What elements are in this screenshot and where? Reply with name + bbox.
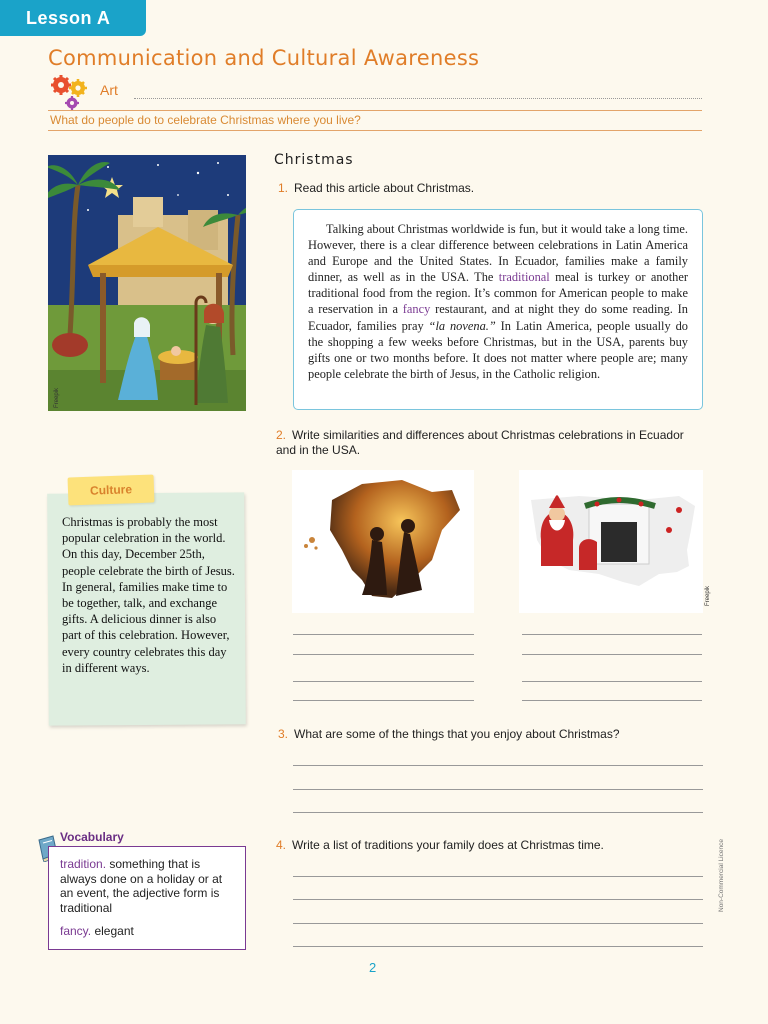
step-4-text: Write a list of traditions your family does at Christmas time. — [292, 838, 604, 852]
answer-line[interactable] — [522, 634, 702, 635]
vocab-word-traditional: traditional — [498, 270, 550, 285]
vocab-word-fancy: fancy — [402, 302, 431, 317]
vocabulary-term: fancy. — [60, 924, 92, 939]
answer-line[interactable] — [522, 654, 702, 655]
answer-line[interactable] — [293, 876, 703, 877]
gears-icon — [48, 74, 98, 112]
answer-line[interactable] — [293, 765, 703, 766]
answer-line[interactable] — [293, 634, 474, 635]
novena-term: “la novena.” — [428, 318, 496, 333]
ecuador-map-image — [292, 470, 474, 613]
answer-line[interactable] — [293, 899, 703, 900]
step-2-text: Write similarities and differences about Christmas celebrations in Ecuador and in the USA. — [276, 428, 684, 457]
answer-line[interactable] — [522, 681, 702, 682]
step-1 — [278, 181, 474, 196]
answer-line[interactable] — [293, 700, 474, 701]
article-text: Talking about Christmas worldwide is fun, but it would take a long time. However, there is a clear difference between celebrations in Latin America and Europe and the United States. In Ecuador, families make a family dinner, as well as in the USA. The traditional meal is turkey or another traditional food from the region. It’s common for American people to make a reservation in a fancy restaurant, and at night they do some reading. In Ecuador, families pray “la novena.” In Latin America, people usually do the shopping a few weeks before Christmas, but in the USA, parents buy gifts one or two months before. It does not matter where people are; many people celebrate the birth of Jesus, in the Catholic religion. — [308, 222, 688, 381]
warmup-question: What do people do to celebrate Christmas where you live? — [50, 113, 361, 127]
answer-line[interactable] — [293, 789, 703, 790]
step-1-number: 1. — [278, 181, 289, 195]
step-4 — [276, 838, 604, 853]
step-4-number: 4. — [276, 838, 287, 852]
page-number: 2 — [369, 960, 377, 975]
answer-line[interactable] — [293, 812, 703, 813]
art-answer-line — [134, 98, 702, 99]
nativity-illustration — [48, 155, 246, 411]
step-2-number: 2. — [276, 428, 287, 442]
ecuador-photo — [292, 470, 474, 613]
art-label: Art — [100, 82, 118, 98]
answer-line[interactable] — [293, 654, 474, 655]
culture-text: Christmas is probably the most popular celebration in the world. On this day, December 25th, people celebrate the birth of Jesus. In general, families make time to be together, talk, and exchange gifts. A delicious dinner is also part of this celebration. However, every country celebrates this day in different ways. — [62, 515, 235, 675]
vocabulary-box — [48, 846, 246, 950]
step-2 — [276, 428, 706, 458]
lesson-tab: Lesson A — [0, 0, 146, 36]
license-credit: Non-Commercial Licence — [718, 839, 725, 912]
vocabulary-term: tradition. — [60, 857, 107, 871]
vocabulary-definition: something that is always done on a holiday or at an event, the adjective form is traditional — [60, 857, 223, 915]
page-title: Communication and Cultural Awareness — [48, 46, 480, 70]
vocabulary-definition: elegant — [91, 924, 134, 939]
usa-photo — [519, 470, 703, 613]
rule-top — [48, 110, 702, 111]
answer-line[interactable] — [522, 700, 702, 701]
vocabulary-title: Vocabulary — [60, 830, 124, 844]
vocabulary-entry — [60, 857, 235, 915]
freepik-credit: Freepik — [54, 387, 60, 408]
step-3-text: What are some of the things that you enjoy about Christmas? — [294, 727, 620, 741]
step-1-text: Read this article about Christmas. — [294, 181, 475, 195]
section-title: Christmas — [274, 152, 354, 168]
vocabulary-entry — [60, 924, 235, 939]
freepik-credit-2: Freepik — [705, 585, 711, 606]
step-3-number: 3. — [278, 727, 289, 741]
rule-bottom — [48, 130, 702, 131]
answer-line[interactable] — [293, 681, 474, 682]
usa-map-image — [519, 470, 703, 613]
answer-line[interactable] — [293, 923, 703, 924]
article-box — [293, 209, 703, 410]
answer-line[interactable] — [293, 946, 703, 947]
culture-tag: Culture — [68, 475, 155, 506]
step-3 — [278, 727, 620, 742]
